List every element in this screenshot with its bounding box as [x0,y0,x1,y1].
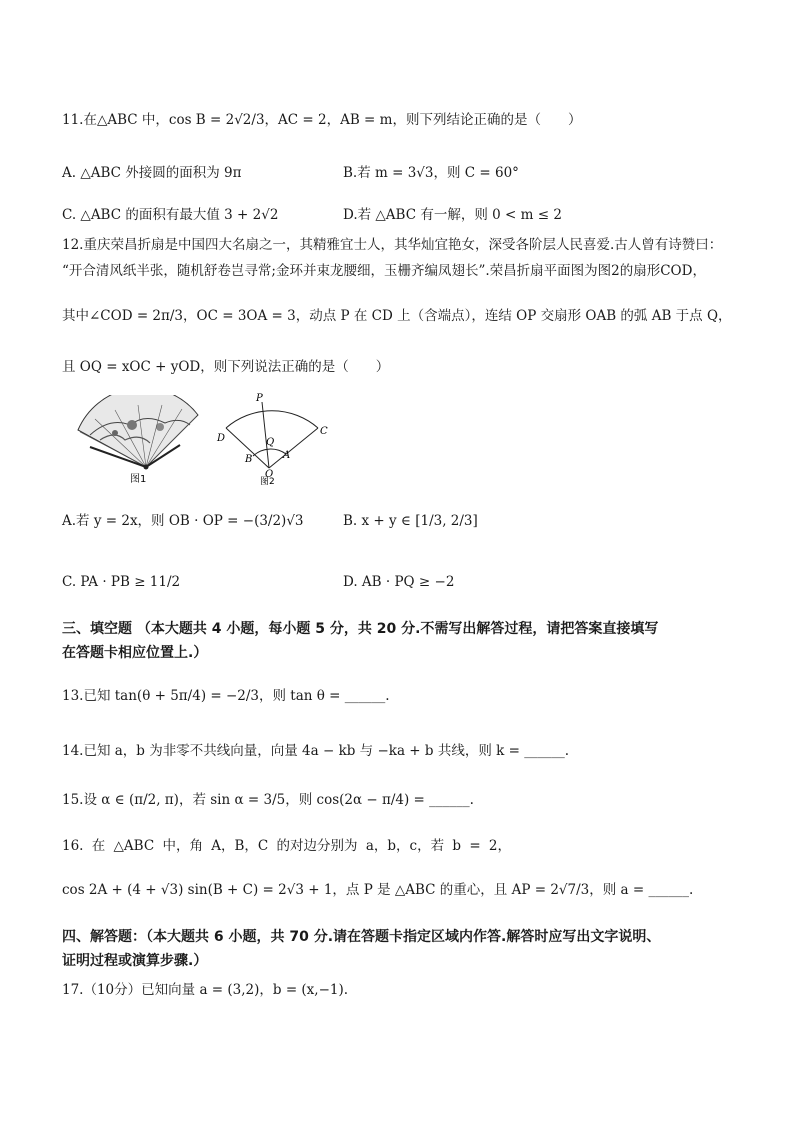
q17: 17.（10分）已知向量 a = (3,2)，b = (x,−1). [62,982,349,998]
q12-line1: 12.重庆荣昌折扇是中国四大名扇之一，其精雅宜士人，其华灿宜艳女，深受各阶层人民喜爱.古人曾有诗赞曰： [62,237,723,253]
fig1-caption: 图1 [130,474,147,485]
q12-option-d: D. AB · PQ ≥ −2 [343,574,455,590]
q15: 15.设 α ∈ (π/2, π)，若 sin α = 3/5，则 cos(2α − π/4) = ______. [62,792,474,808]
q12-line4: 且 OQ = xOC + yOD，则下列说法正确的是（ ） [62,359,390,375]
q16-line1: 16. 在 △ABC 中，角 A，B，C 的对边分别为 a，b，c，若 b = 2， [62,838,512,854]
q12-line3: 其中∠COD = 2π/3，OC = 3OA = 3，动点 P 在 CD 上（含端点），连结 OP 交扇形 OAB 的弧 AB 于点 Q， [62,308,732,324]
q12-line2: “开合清风纸半张，随机舒卷岂寻常;金环并束龙腰细，玉栅齐编凤翅长”.荣昌折扇平面图为图2的扇形COD， [62,263,706,279]
q14: 14.已知 a，b 为非零不共线向量，向量 4a − kb 与 −ka + b 共线，则 k = ______. [62,743,569,759]
section4-heading: 四、解答题：（本大题共 6 小题，共 70 分.请在答题卡指定区域内作答.解答时应写出文字说明、 [62,929,661,945]
fig2-caption: 图2 [260,477,275,485]
label-p: P [256,393,263,404]
label-b: B [245,454,253,465]
sector-diagram [210,390,335,485]
label-o: O [265,469,274,480]
q11-option-c: C. △ABC 的面积有最大值 3 + 2√2 [62,207,279,223]
label-d: D [217,433,226,444]
q13: 13.已知 tan(θ + 5π/4) = −2/3，则 tan θ = ______. [62,688,390,704]
q12-option-b: B. x + y ∈ [1/3, 2/3] [343,513,478,529]
label-q: Q [266,437,275,448]
section3-heading-cont: 在答题卡相应位置上.） [62,645,208,661]
label-a: A [283,450,291,461]
q11-stem: 11.在△ABC 中，cos B = 2√2/3，AC = 2，AB = m，则下列结论正确的是（ ） [62,112,582,128]
q11-option-d: D.若 △ABC 有一解，则 0 < m ≤ 2 [343,207,562,223]
fan-figure [70,395,210,485]
q12-option-a: A.若 y = 2x，则 OB · OP = −(3/2)√3 [62,513,304,529]
section3-heading: 三、填空题 （本大题共 4 小题，每小题 5 分，共 20 分.不需写出解答过程，请把答案直接填写 [62,621,659,637]
section4-heading-cont: 证明过程或演算步骤.） [62,953,208,969]
label-c: C [320,426,328,437]
q12-option-c: C. PA · PB ≥ 11/2 [62,574,181,590]
q16-line2: cos 2A + (4 + √3) sin(B + C) = 2√3 + 1，点 P 是 △ABC 的重心，且 AP = 2√7/3，则 a = ______. [62,882,694,898]
q11-option-a: A. △ABC 外接圆的面积为 9π [62,165,242,181]
q11-option-b: B.若 m = 3√3，则 C = 60° [343,165,519,181]
